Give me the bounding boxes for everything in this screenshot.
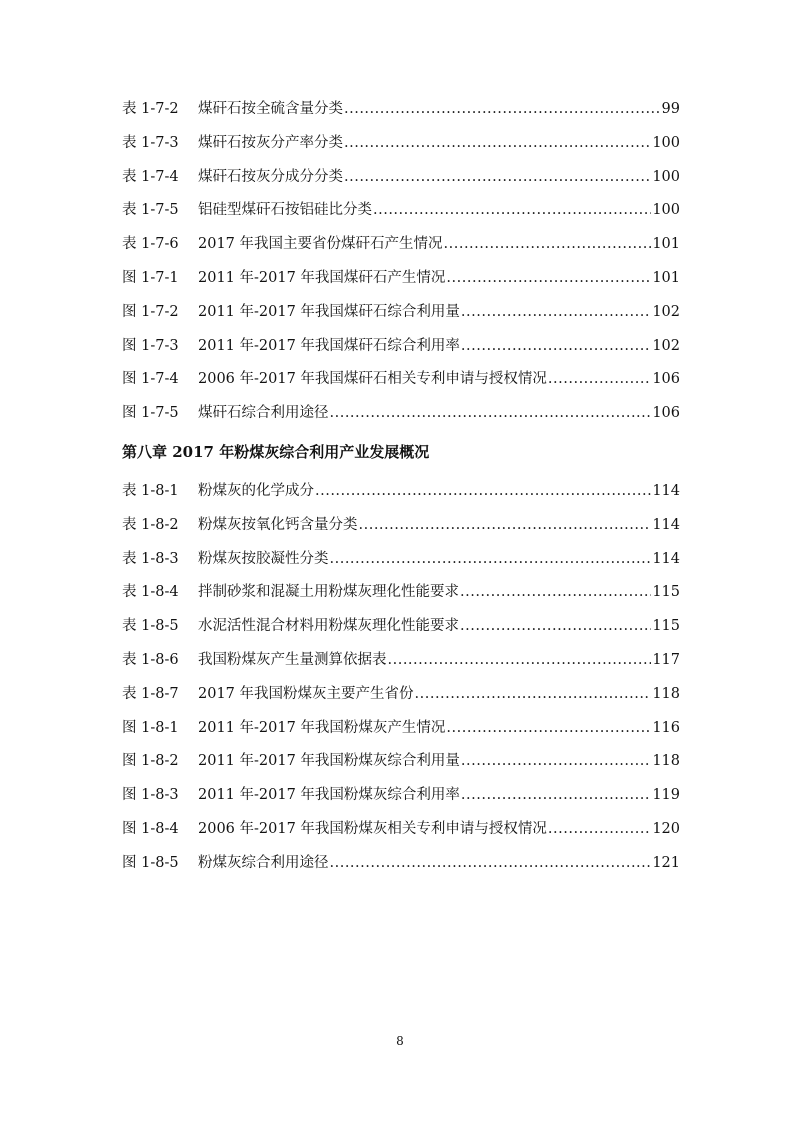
toc-entry-page: 116 <box>652 719 680 736</box>
toc-entry[interactable] <box>122 363 680 397</box>
toc-entry-page: 119 <box>652 787 680 804</box>
toc-entry-title: 煤矸石综合利用途径 <box>198 405 329 422</box>
toc-entry-label: 表 1-7-2 <box>122 101 179 117</box>
toc-entry-page: 114 <box>652 483 680 499</box>
toc-entry-label: 表 1-8-3 <box>122 550 179 567</box>
toc-entry-title: 2017 年我国粉煤灰主要产生省份 <box>198 685 414 702</box>
toc-entry-label: 表 1-7-4 <box>122 168 179 185</box>
toc-entry-page: 118 <box>652 753 680 770</box>
toc-entry[interactable] <box>122 93 680 127</box>
toc-entry-title: 铝硅型煤矸石按铝硅比分类 <box>198 202 372 219</box>
toc-entry[interactable] <box>122 194 680 228</box>
toc-entry-page: 121 <box>652 854 680 871</box>
toc-entry-page: 100 <box>652 202 680 219</box>
toc-entry-label: 图 1-8-1 <box>122 719 179 736</box>
toc-entry-title: 2011 年-2017 年我国煤矸石综合利用率 <box>198 337 460 354</box>
page-number: 8 <box>396 1034 404 1048</box>
dot-leader <box>461 296 651 330</box>
toc-entry[interactable] <box>122 509 680 543</box>
toc-entry-label: 表 1-8-7 <box>122 685 179 702</box>
dot-leader <box>330 847 652 881</box>
toc-entry-page: 100 <box>652 134 680 151</box>
toc-entry[interactable] <box>122 678 680 712</box>
dot-leader <box>330 543 652 577</box>
toc-entry-title: 煤矸石按全硫含量分类 <box>198 101 343 117</box>
toc-entry-title: 2011 年-2017 年我国粉煤灰综合利用量 <box>198 753 460 770</box>
toc-entry-label: 图 1-8-3 <box>122 787 179 804</box>
toc-entry-page: 114 <box>652 516 680 533</box>
toc-entry-title: 粉煤灰综合利用途径 <box>198 854 329 871</box>
toc-entry-label: 表 1-7-6 <box>122 236 179 253</box>
toc-entry-title: 拌制砂浆和混凝土用粉煤灰理化性能要求 <box>198 584 459 601</box>
toc-entry-page: 106 <box>652 405 680 422</box>
toc-entry-label: 图 1-7-3 <box>122 337 179 354</box>
toc-entry-title: 2011 年-2017 年我国粉煤灰综合利用率 <box>198 787 460 804</box>
toc-entry[interactable] <box>122 330 680 364</box>
toc-entry[interactable] <box>122 397 680 431</box>
toc-entry[interactable] <box>122 543 680 577</box>
toc-entry-page: 117 <box>652 651 680 668</box>
dot-leader <box>444 228 652 262</box>
dot-leader <box>461 330 651 364</box>
toc-entry[interactable] <box>122 262 680 296</box>
toc-entry[interactable] <box>122 712 680 746</box>
toc-entry-label: 表 1-8-4 <box>122 584 179 601</box>
toc-entry-label: 表 1-8-5 <box>122 618 179 635</box>
toc-entry-title: 我国粉煤灰产生量测算依据表 <box>198 651 387 668</box>
toc-entry-title: 粉煤灰按氧化钙含量分类 <box>198 516 358 533</box>
toc-entry-title: 2006 年-2017 年我国粉煤灰相关专利申请与授权情况 <box>198 820 547 837</box>
toc-entry-page: 101 <box>652 269 680 286</box>
toc-entry-title: 2006 年-2017 年我国煤矸石相关专利申请与授权情况 <box>198 371 547 388</box>
toc-entry[interactable] <box>122 779 680 813</box>
toc-entry[interactable] <box>122 847 680 881</box>
toc-entry[interactable] <box>122 610 680 644</box>
toc-entry-page: 106 <box>652 371 680 388</box>
toc-entry-label: 图 1-8-4 <box>122 820 179 837</box>
toc-section-chapter8 <box>122 475 680 881</box>
toc-entry-page: 115 <box>652 584 680 601</box>
toc-entry-label: 图 1-7-1 <box>122 269 179 286</box>
dot-leader <box>415 678 652 712</box>
dot-leader <box>359 509 652 543</box>
toc-entry[interactable] <box>122 475 680 509</box>
dot-leader <box>460 576 651 610</box>
toc-entry-page: 115 <box>652 618 680 635</box>
toc-entry-title: 煤矸石按灰分成分分类 <box>198 168 343 185</box>
toc-entry-title: 煤矸石按灰分产率分类 <box>198 134 343 151</box>
toc-entry[interactable] <box>122 296 680 330</box>
toc-entry-page: 118 <box>652 685 680 702</box>
toc-entry-label: 表 1-8-2 <box>122 516 179 533</box>
toc-entry[interactable] <box>122 813 680 847</box>
toc-entry[interactable] <box>122 228 680 262</box>
toc-entry-label: 表 1-7-3 <box>122 134 179 151</box>
dot-leader <box>461 779 651 813</box>
toc-section-chapter7 <box>122 93 680 431</box>
dot-leader <box>315 475 651 509</box>
dot-leader <box>330 397 652 431</box>
toc-entry-page: 102 <box>652 337 680 354</box>
dot-leader <box>461 745 651 779</box>
dot-leader <box>344 93 661 127</box>
dot-leader <box>446 262 651 296</box>
dot-leader <box>344 161 651 195</box>
toc-entry-label: 表 1-8-1 <box>122 483 179 499</box>
dot-leader <box>460 610 651 644</box>
toc-entry-title: 粉煤灰的化学成分 <box>198 483 314 499</box>
toc-entry[interactable] <box>122 127 680 161</box>
toc-entry-page: 120 <box>652 820 680 837</box>
toc-entry-title: 2011 年-2017 年我国煤矸石综合利用量 <box>198 303 460 320</box>
toc-entry[interactable] <box>122 161 680 195</box>
toc-entry-title: 粉煤灰按胶凝性分类 <box>198 550 329 567</box>
dot-leader <box>548 363 651 397</box>
toc-entry-label: 图 1-7-4 <box>122 371 179 388</box>
toc-entry-title: 水泥活性混合材料用粉煤灰理化性能要求 <box>198 618 459 635</box>
dot-leader <box>548 813 651 847</box>
dot-leader <box>344 127 651 161</box>
toc-entry[interactable] <box>122 644 680 678</box>
toc-entry[interactable] <box>122 576 680 610</box>
toc-entry-page: 114 <box>652 550 680 567</box>
toc-entry-page: 100 <box>652 168 680 185</box>
toc-entry-label: 图 1-8-2 <box>122 753 179 770</box>
toc-entry-page: 99 <box>661 101 680 117</box>
dot-leader <box>446 712 651 746</box>
dot-leader <box>388 644 652 678</box>
toc-entry-title: 2017 年我国主要省份煤矸石产生情况 <box>198 236 443 253</box>
toc-entry-page: 101 <box>652 236 680 253</box>
toc-entry-label: 图 1-7-5 <box>122 405 179 422</box>
toc-entry-label: 表 1-8-6 <box>122 651 179 668</box>
toc-entry-label: 图 1-8-5 <box>122 854 179 871</box>
toc-entry-label: 图 1-7-2 <box>122 303 179 320</box>
toc-entry-title: 2011 年-2017 年我国粉煤灰产生情况 <box>198 719 446 736</box>
dot-leader <box>373 194 651 228</box>
toc-entry-page: 102 <box>652 303 680 320</box>
chapter-heading[interactable]: 第八章 2017 年粉煤灰综合利用产业发展概况 <box>122 443 430 461</box>
toc-entry-title: 2011 年-2017 年我国煤矸石产生情况 <box>198 269 446 286</box>
toc-entry-label: 表 1-7-5 <box>122 202 179 219</box>
toc-entry[interactable] <box>122 745 680 779</box>
